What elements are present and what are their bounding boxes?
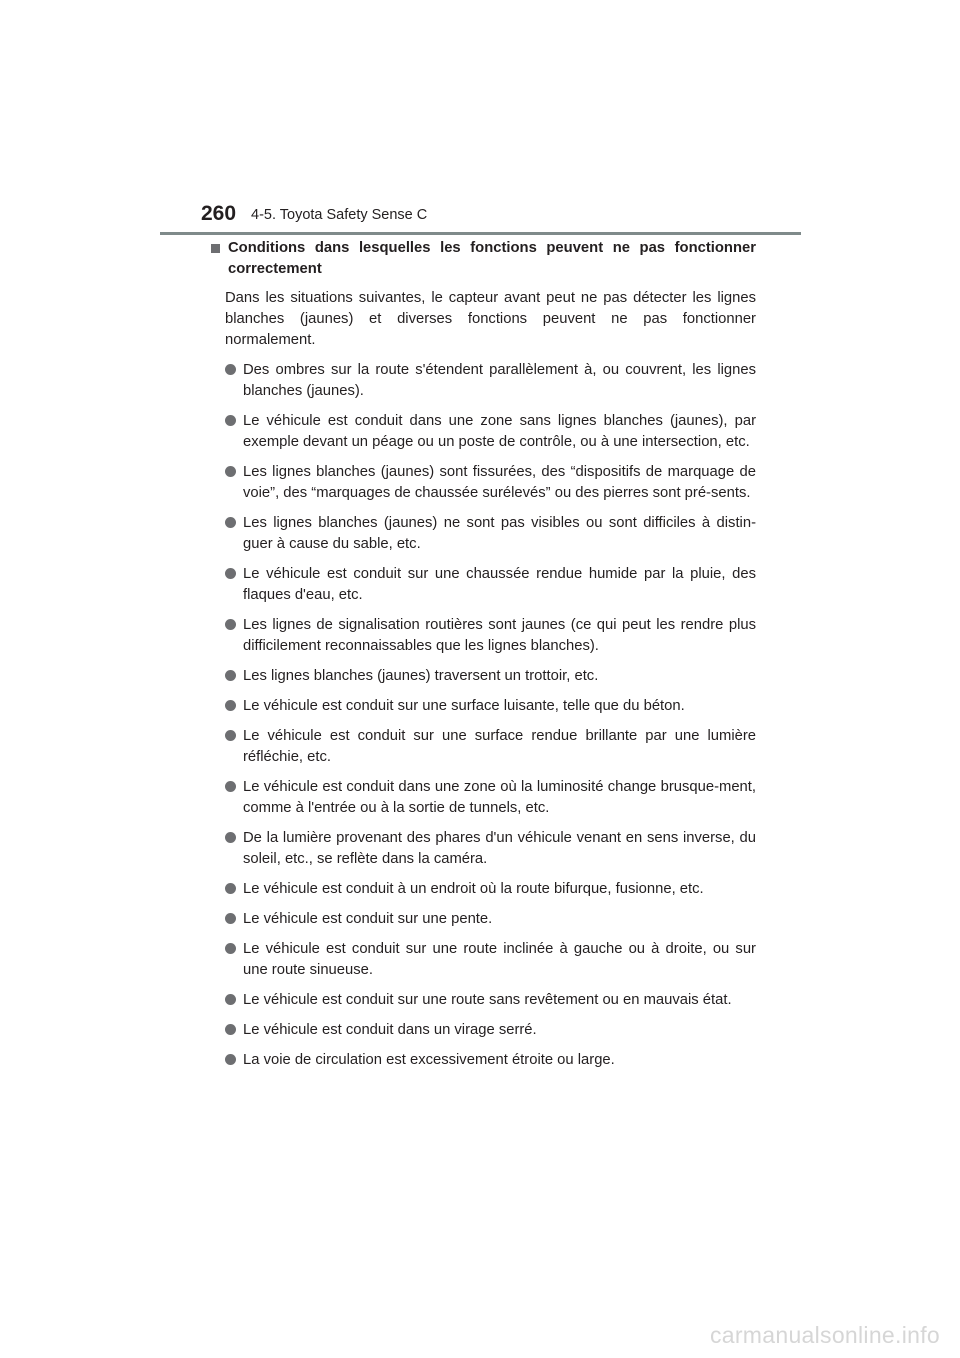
list-item [208, 1050, 756, 1071]
circle-bullet-icon [225, 943, 236, 954]
list-item [208, 777, 756, 819]
list-item [208, 990, 756, 1011]
circle-bullet-icon [225, 1024, 236, 1035]
circle-bullet-icon [225, 994, 236, 1005]
circle-bullet-icon [225, 730, 236, 741]
list-item-text: Le véhicule est conduit dans une zone où la luminosité change brusque-ment, comme à l'entrée ou à la sortie de tunnels, etc. [243, 779, 756, 816]
list-item-text: Les lignes de signalisation routières sont jaunes (ce qui peut les rendre plus difficilement reconnaissables que les lignes blanches). [243, 617, 756, 654]
list-item-text: Le véhicule est conduit sur une pente. [243, 911, 493, 927]
list-item-text: Le véhicule est conduit sur une chaussée rendue humide par la pluie, des flaques d'eau, etc. [243, 566, 756, 603]
list-item [208, 360, 756, 402]
list-item-text: Le véhicule est conduit à un endroit où la route bifurque, fusionne, etc. [243, 881, 704, 897]
list-item-text: Le véhicule est conduit dans une zone sans lignes blanches (jaunes), par exemple devant un péage ou un poste de contrôle, ou à une intersection, etc. [243, 413, 756, 450]
condition-list [208, 360, 756, 1071]
square-bullet-icon [211, 244, 220, 253]
list-item-text: La voie de circulation est excessivement étroite ou large. [243, 1052, 615, 1068]
circle-bullet-icon [225, 466, 236, 477]
list-item [208, 939, 756, 981]
circle-bullet-icon [225, 1054, 236, 1065]
list-item [208, 462, 756, 504]
circle-bullet-icon [225, 832, 236, 843]
list-item [208, 666, 756, 687]
circle-bullet-icon [225, 781, 236, 792]
list-item-text: Les lignes blanches (jaunes) ne sont pas visibles ou sont difficiles à distin-guer à cause du sable, etc. [243, 515, 756, 552]
section-heading [208, 238, 756, 280]
list-item-text: De la lumière provenant des phares d'un véhicule venant en sens inverse, du soleil, etc., se reflète dans la caméra. [243, 830, 756, 867]
list-item [208, 726, 756, 768]
list-item [208, 909, 756, 930]
list-item [208, 828, 756, 870]
watermark: carmanualsonline.info [709, 1322, 940, 1348]
list-item [208, 696, 756, 717]
list-item-text: Le véhicule est conduit sur une route inclinée à gauche ou à droite, ou sur une route sinueuse. [243, 941, 756, 978]
circle-bullet-icon [225, 619, 236, 630]
list-item [208, 564, 756, 606]
section-heading-text: Conditions dans lesquelles les fonctions peuvent ne pas fonctionner correctement [228, 240, 756, 277]
list-item-text: Des ombres sur la route s'étendent parallèlement à, ou couvrent, les lignes blanches (jaunes). [243, 362, 756, 399]
circle-bullet-icon [225, 913, 236, 924]
circle-bullet-icon [225, 670, 236, 681]
list-item-text: Le véhicule est conduit sur une surface luisante, telle que du béton. [243, 698, 685, 714]
page-number: 260 [201, 202, 237, 225]
intro-paragraph: Dans les situations suivantes, le capteur avant peut ne pas détecter les lignes blanches (jaunes) et diverses fonctions peuvent ne pas fonctionner normalement. [225, 290, 756, 348]
header-rule [160, 232, 801, 235]
list-item [208, 1020, 756, 1041]
list-item-text: Le véhicule est conduit sur une route sans revêtement ou en mauvais état. [243, 992, 732, 1008]
circle-bullet-icon [225, 700, 236, 711]
list-item [208, 513, 756, 555]
content [208, 238, 756, 1071]
list-item-text: Les lignes blanches (jaunes) sont fissurées, des “dispositifs de marquage de voie”, des “marquages de chaussée surélevés” ou des pierres sont pré-sents. [243, 464, 756, 501]
section-title: 4-5. Toyota Safety Sense C [251, 207, 428, 223]
circle-bullet-icon [225, 883, 236, 894]
circle-bullet-icon [225, 415, 236, 426]
list-item [208, 879, 756, 900]
circle-bullet-icon [225, 568, 236, 579]
list-item [208, 411, 756, 453]
list-item-text: Les lignes blanches (jaunes) traversent un trottoir, etc. [243, 668, 599, 684]
list-item [208, 615, 756, 657]
circle-bullet-icon [225, 364, 236, 375]
list-item-text: Le véhicule est conduit sur une surface rendue brillante par une lumière réfléchie, etc. [243, 728, 756, 765]
circle-bullet-icon [225, 517, 236, 528]
list-item-text: Le véhicule est conduit dans un virage serré. [243, 1022, 537, 1038]
